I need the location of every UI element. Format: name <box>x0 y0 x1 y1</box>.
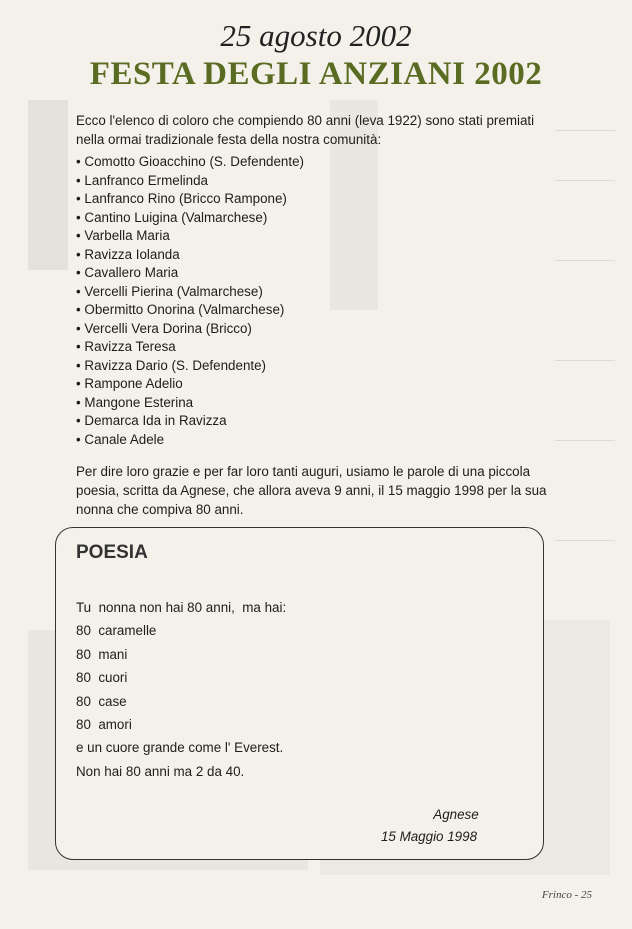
honoree-list <box>76 153 304 449</box>
poem-author: Agnese <box>433 807 479 822</box>
poem-line: Non hai 80 anni ma 2 da 40. <box>76 763 245 779</box>
bleed-through-line <box>555 260 615 261</box>
outro-paragraph: Per dire loro grazie e per far loro tanti auguri, usiamo le parole di una piccola poesia, scritta da Agnese, che allora aveva 9 anni, il 15 maggio 1998 per la sua nonna che compiva 80 anni. <box>76 464 547 517</box>
bleed-through-line <box>555 360 615 361</box>
poem-box <box>55 527 544 860</box>
intro-paragraph: Ecco l'elenco di coloro che compiendo 80 anni (leva 1922) sono stati premiati nella ormai tradizionale festa della nostra comunità: <box>76 113 535 147</box>
list-item: • Mangone Esterina <box>76 394 304 413</box>
bleed-through-line <box>555 440 615 441</box>
list-item: • Comotto Gioacchino (S. Defendente) <box>76 153 304 172</box>
poem-line: 80 cuori <box>76 670 128 686</box>
list-item: • Vercelli Pierina (Valmarchese) <box>76 283 304 302</box>
poem-line: 80 case <box>76 693 127 709</box>
bleed-through-line <box>555 540 615 541</box>
bleed-through-line <box>555 180 615 181</box>
list-item: • Ravizza Iolanda <box>76 246 304 265</box>
poem-line: Tu nonna non hai 80 anni, ma hai: <box>76 600 287 615</box>
poem-body <box>76 596 286 783</box>
bleed-through-line <box>555 130 615 131</box>
bleed-through-photo-left <box>28 100 68 270</box>
event-date: 25 agosto 2002 <box>220 18 412 53</box>
poem-line: 80 mani <box>76 646 128 662</box>
list-item: • Lanfranco Rino (Bricco Rampone) <box>76 190 304 209</box>
list-item: • Lanfranco Ermelinda <box>76 172 304 191</box>
page-footer: Frinco - 25 <box>541 889 592 901</box>
list-item: • Ravizza Dario (S. Defendente) <box>76 357 304 376</box>
list-item: • Canale Adele <box>76 431 304 450</box>
poem-line: 80 caramelle <box>76 623 157 639</box>
list-item: • Ravizza Teresa <box>76 338 304 357</box>
poem-date: 15 Maggio 1998 <box>380 829 478 844</box>
poem-heading: POESIA <box>76 542 148 563</box>
list-item: • Vercelli Vera Dorina (Bricco) <box>76 320 304 339</box>
page-title: FESTA DEGLI ANZIANI 2002 <box>89 56 543 92</box>
list-item: • Rampone Adelio <box>76 375 304 394</box>
poem-line: 80 amori <box>76 717 132 733</box>
poem-line: e un cuore grande come l' Everest. <box>76 740 284 756</box>
list-item: • Varbella Maria <box>76 227 304 246</box>
list-item: • Cantino Luigina (Valmarchese) <box>76 209 304 228</box>
list-item: • Obermitto Onorina (Valmarchese) <box>76 301 304 320</box>
list-item: • Cavallero Maria <box>76 264 304 283</box>
list-item: • Demarca Ida in Ravizza <box>76 412 304 431</box>
